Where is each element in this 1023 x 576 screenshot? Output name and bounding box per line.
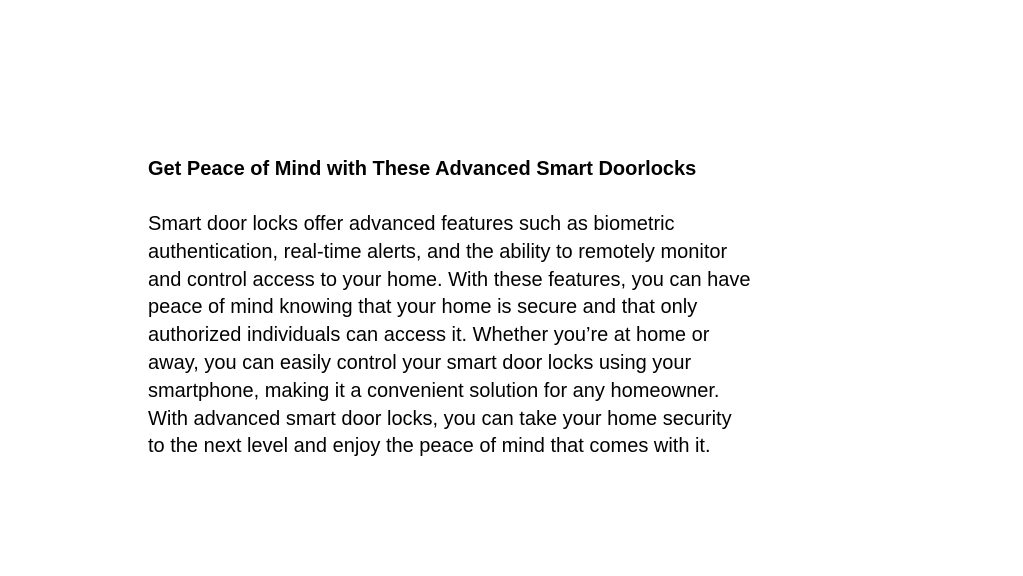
body-line: authorized individuals can access it. Whether you’re at home or	[148, 324, 710, 347]
body-line: peace of mind knowing that your home is secure and that only	[148, 296, 698, 319]
body-line: smartphone, making it a convenient solution for any homeowner.	[148, 379, 720, 402]
body-line: to the next level and enjoy the peace of mind that comes with it.	[148, 435, 711, 458]
body-line: Smart door locks offer advanced features such as biometric	[148, 213, 675, 235]
body-line: away, you can easily control your smart door locks using your	[148, 351, 692, 374]
slide-body	[148, 211, 868, 461]
slide-title: Get Peace of Mind with These Advanced Smart Doorlocks	[148, 158, 697, 180]
body-line: and control access to your home. With these features, you can have	[148, 268, 751, 291]
body-line: With advanced smart door locks, you can take your home security	[148, 407, 732, 430]
slide-content	[148, 155, 868, 461]
body-line: authentication, real-time alerts, and the ability to remotely monitor	[148, 240, 728, 263]
